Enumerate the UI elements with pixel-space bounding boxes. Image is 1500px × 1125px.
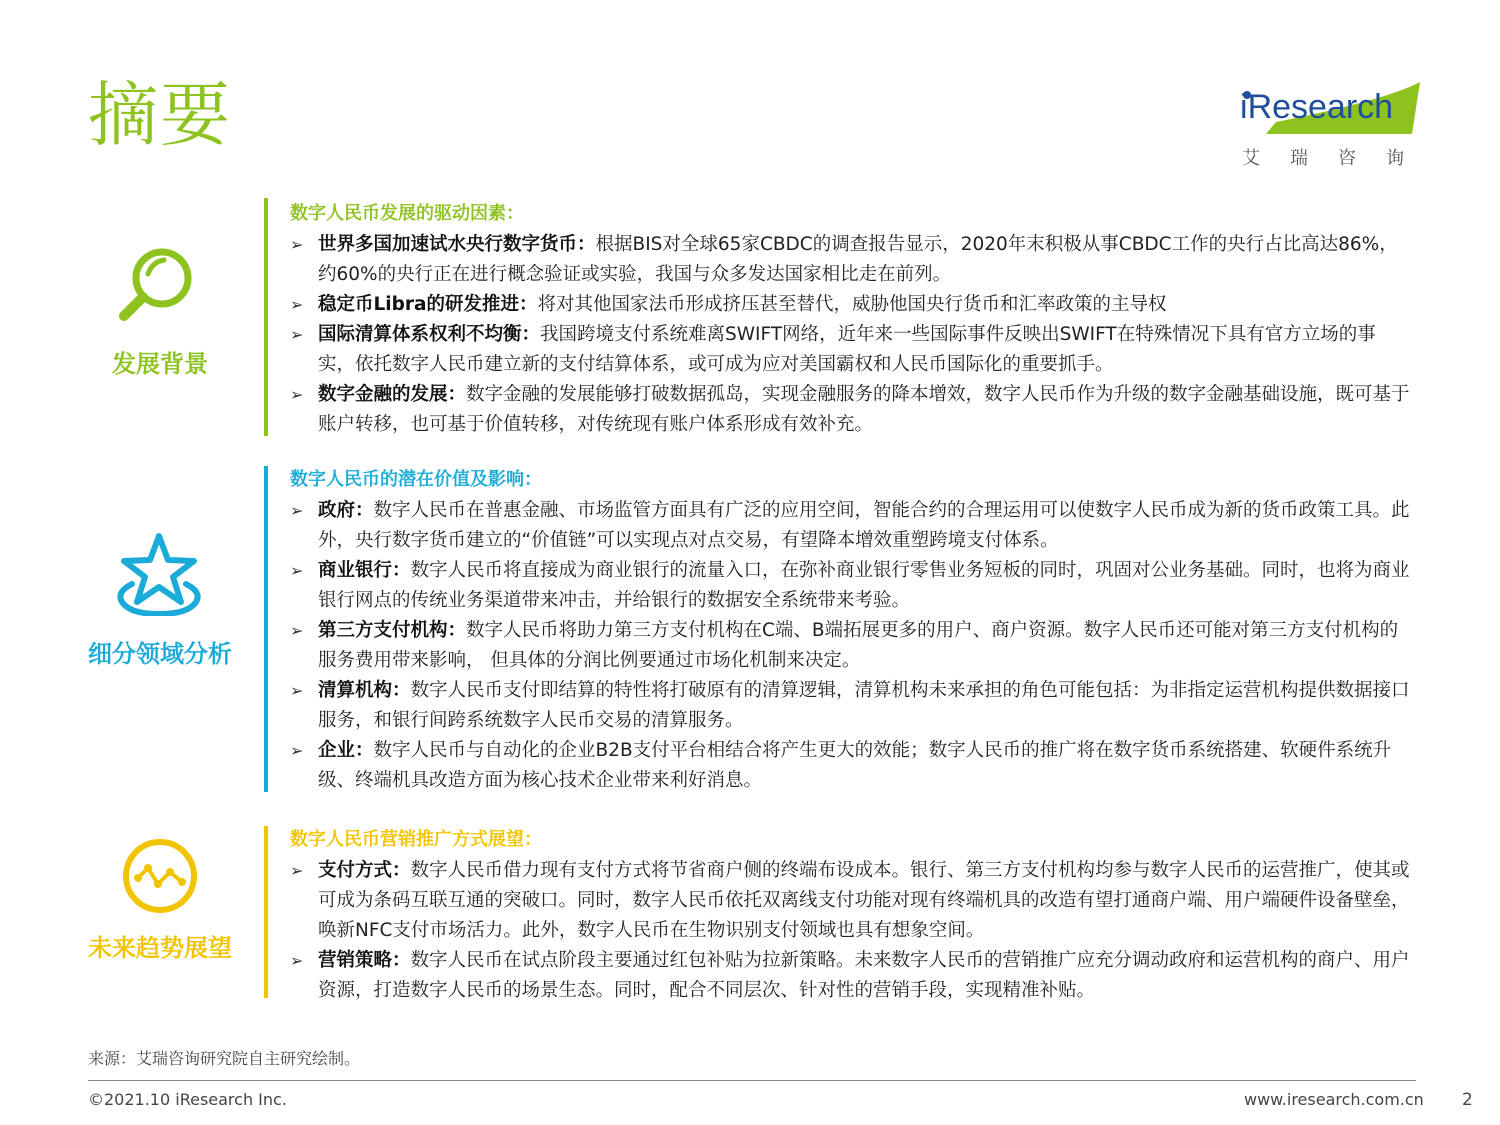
logo-letter-i: i	[1240, 88, 1248, 126]
list-item	[290, 946, 1410, 1006]
logo-word-research: Research	[1247, 88, 1394, 126]
section-label: 未来趋势展望	[88, 934, 232, 962]
item-text: 数字人民币将助力第三方支付机构在C端、B端拓展更多的用户、商户资源。数字人民币还可能对第三方支付机构的服务费用带来影响， 但具体的分润比例要通过市场化机制来决定。	[318, 620, 1399, 671]
item-key: 支付方式：	[318, 860, 411, 881]
arrow-bullet-icon: ➢	[290, 325, 304, 344]
trend-line-icon	[120, 836, 200, 916]
arrow-bullet-icon: ➢	[290, 741, 304, 760]
list-item	[290, 856, 1410, 946]
arrow-bullet-icon: ➢	[290, 501, 304, 520]
source-note: 来源：艾瑞咨询研究院自主研究绘制。	[88, 1049, 361, 1068]
item-text: 数字人民币借力现有支付方式将节省商户侧的终端布设成本。银行、第三方支付机构均参与数字人民币的运营推广，使其或可成为条码互联互通的突破口。同时，数字人民币依托双离线支付功能对现有终端机具的改造有望打通商户端、用户端硬件设备壁垒，唤新NFC支付市场活力。此外，数字人民币在生物识别支付领域也具有想象空间。	[318, 860, 1410, 941]
section-label: 细分领域分析	[88, 640, 232, 668]
item-text: 数字金融的发展能够打破数据孤岛，实现金融服务的降本增效，数字人民币作为升级的数字金融基础设施，既可基于账户转移，也可基于价值转移，对传统现有账户体系形成有效补充。	[318, 384, 1410, 435]
item-text: 根据BIS对全球65家CBDC的调查报告显示，2020年末积极从事CBDC工作的央行占比高达86%，约60%的央行正在进行概念验证或实验，我国与众多发达国家相比走在前列。	[318, 234, 1398, 285]
section-body	[290, 202, 1410, 440]
list-item	[290, 380, 1410, 440]
arrow-bullet-icon: ➢	[290, 861, 304, 880]
page-title: 摘要	[88, 74, 232, 156]
item-text: 将对其他国家法币形成挤压甚至替代，威胁他国央行货币和汇率政策的主导权	[537, 294, 1167, 315]
item-text: 我国跨境支付系统难离SWIFT网络，近年来一些国际事件反映出SWIFT在特殊情况下具有官方立场的事实，依托数字人民币建立新的支付结算体系，或可成为应对美国霸权和人民币国际化的重要抓手。	[318, 324, 1376, 375]
arrow-bullet-icon: ➢	[290, 295, 304, 314]
arrow-bullet-icon: ➢	[290, 235, 304, 254]
section-body	[290, 828, 1410, 1006]
arrow-bullet-icon: ➢	[290, 561, 304, 580]
section-future-trends	[0, 826, 1500, 1002]
section-segment-analysis	[0, 466, 1500, 796]
item-key: 营销策略：	[318, 950, 411, 971]
item-key: 国际清算体系权利不均衡：	[318, 324, 541, 345]
copyright: ©2021.10 iResearch Inc.	[88, 1090, 287, 1109]
section-heading: 数字人民币营销推广方式展望：	[290, 829, 542, 850]
section-body	[290, 468, 1410, 796]
list-item	[290, 320, 1410, 380]
arrow-bullet-icon: ➢	[290, 681, 304, 700]
arrow-bullet-icon: ➢	[290, 951, 304, 970]
list-item	[290, 290, 1410, 320]
item-text: 数字人民币将直接成为商业银行的流量入口，在弥补商业银行零售业务短板的同时，巩固对公业务基础。同时，也将为商业银行网点的传统业务渠道带来冲击，并给银行的数据安全系统带来考验。	[318, 560, 1410, 611]
item-key: 数字金融的发展：	[318, 384, 467, 405]
section-divider	[264, 826, 268, 998]
item-key: 第三方支付机构：	[318, 620, 467, 641]
section-divider	[264, 198, 268, 436]
item-key: 企业：	[318, 740, 374, 761]
list-item	[290, 496, 1410, 556]
section-heading: 数字人民币的潜在价值及影响：	[290, 469, 542, 490]
logo-chinese: 艾瑞咨询	[1242, 148, 1434, 169]
item-text: 数字人民币支付即结算的特性将打破原有的清算逻辑，清算机构未来承担的角色可能包括：为非指定运营机构提供数据接口服务，和银行间跨系统数字人民币交易的清算服务。	[318, 680, 1410, 731]
item-text: 数字人民币在试点阶段主要通过红包补贴为拉新策略。未来数字人民币的营销推广应充分调动政府和运营机构的商户、用户资源，打造数字人民币的场景生态。同时，配合不同层次、针对性的营销手段，实现精准补贴。	[318, 950, 1410, 1001]
item-text: 数字人民币与自动化的企业B2B支付平台相结合将产生更大的效能；数字人民币的推广将在数字货币系统搭建、软硬件系统升级、终端机具改造方面为核心技术企业带来利好消息。	[318, 740, 1392, 791]
list-item	[290, 616, 1410, 676]
page-number: 2	[1462, 1090, 1473, 1110]
section-heading: 数字人民币发展的驱动因素：	[290, 203, 524, 224]
item-key: 稳定币Libra的研发推进：	[318, 294, 538, 315]
section-background	[0, 198, 1500, 438]
list-item	[290, 556, 1410, 616]
section-label: 发展背景	[112, 350, 208, 378]
list-item	[290, 230, 1410, 290]
list-item	[290, 736, 1410, 796]
arrow-bullet-icon: ➢	[290, 385, 304, 404]
iresearch-logo	[1240, 78, 1434, 173]
item-key: 商业银行：	[318, 560, 411, 581]
item-key: 政府：	[318, 500, 374, 521]
item-key: 清算机构：	[318, 680, 411, 701]
item-text: 数字人民币在普惠金融、市场监管方面具有广泛的应用空间，智能合约的合理运用可以使数字人民币成为新的货币政策工具。此外，央行数字货币建立的“价值链”可以实现点对点交易，有望降本增效重塑跨境支付体系。	[318, 500, 1410, 551]
list-item	[290, 676, 1410, 736]
arrow-bullet-icon: ➢	[290, 621, 304, 640]
item-key: 世界多国加速试水央行数字货币：	[318, 234, 596, 255]
star-icon	[112, 530, 206, 616]
section-divider	[264, 466, 268, 792]
logo-wordmark	[1240, 88, 1393, 127]
website-link[interactable]: www.iresearch.com.cn	[1244, 1090, 1424, 1109]
magnifier-icon	[108, 244, 200, 324]
footer-divider	[88, 1080, 1416, 1081]
